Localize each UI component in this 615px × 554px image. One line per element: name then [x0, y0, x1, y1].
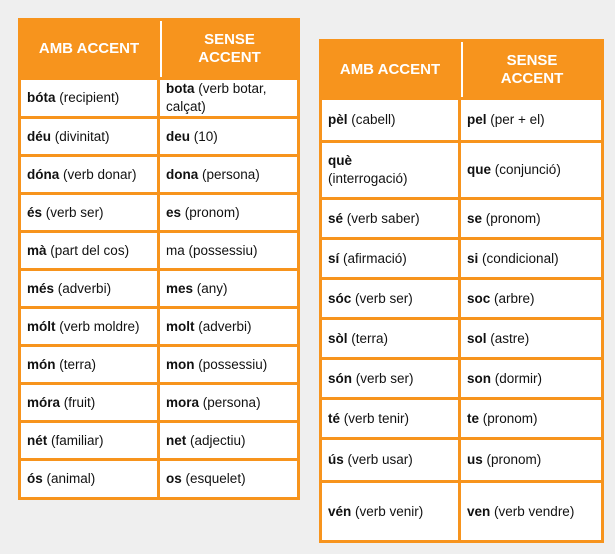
table-row [21, 80, 297, 116]
table-row [21, 385, 297, 420]
cell-with-accent: sí (afirmació) [322, 240, 458, 277]
cell-without-accent: ven (verb vendre) [461, 483, 601, 540]
cell-without-accent: us (pronom) [461, 440, 601, 480]
accent-table-left [18, 18, 300, 500]
table-row [21, 233, 297, 268]
cell-with-accent: sóc (verb ser) [322, 280, 458, 317]
cell-with-accent: ús (verb usar) [322, 440, 458, 480]
cell-with-accent: més (adverbi) [21, 271, 157, 306]
cell-with-accent: sé (verb saber) [322, 200, 458, 237]
cell-without-accent: mora (persona) [160, 385, 297, 420]
header-amb-accent: AMB ACCENT [322, 42, 458, 97]
cell-without-accent: mon (possessiu) [160, 347, 297, 382]
table-row [322, 240, 601, 277]
cell-without-accent: net (adjectiu) [160, 423, 297, 458]
cell-without-accent: se (pronom) [461, 200, 601, 237]
cell-without-accent: os (esquelet) [160, 461, 297, 497]
cell-without-accent: es (pronom) [160, 195, 297, 230]
cell-without-accent: te (pronom) [461, 400, 601, 437]
cell-with-accent: dóna (verb donar) [21, 157, 157, 192]
accent-table-right [319, 39, 604, 543]
cell-without-accent: dona (persona) [160, 157, 297, 192]
cell-without-accent: soc (arbre) [461, 280, 601, 317]
table-row [21, 461, 297, 497]
cell-with-accent: ós (animal) [21, 461, 157, 497]
cell-without-accent: ma (possessiu) [160, 233, 297, 268]
cell-with-accent: móra (fruit) [21, 385, 157, 420]
cell-without-accent: son (dormir) [461, 360, 601, 397]
cell-with-accent: són (verb ser) [322, 360, 458, 397]
cell-with-accent: món (terra) [21, 347, 157, 382]
cell-without-accent: pel (per + el) [461, 100, 601, 140]
table-row [322, 400, 601, 437]
table-row [322, 440, 601, 480]
table-row [322, 483, 601, 540]
table-row [21, 271, 297, 306]
cell-without-accent: que (conjunció) [461, 143, 601, 197]
table-row [21, 347, 297, 382]
table-row [322, 280, 601, 317]
table-row [322, 360, 601, 397]
table-row [322, 320, 601, 357]
table-row [322, 100, 601, 140]
cell-with-accent: és (verb ser) [21, 195, 157, 230]
header-sense-accent: SENSE ACCENT [461, 42, 601, 97]
cell-without-accent: bota (verb botar, calçat) [160, 80, 297, 116]
cell-without-accent: sol (astre) [461, 320, 601, 357]
cell-with-accent: què (interrogació) [322, 143, 458, 197]
cell-with-accent: sòl (terra) [322, 320, 458, 357]
cell-with-accent: mólt (verb moldre) [21, 309, 157, 344]
cell-without-accent: molt (adverbi) [160, 309, 297, 344]
header-sense-accent: SENSE ACCENT [160, 21, 297, 77]
table-row [21, 309, 297, 344]
table-row [21, 157, 297, 192]
table-row [21, 423, 297, 458]
table-row [21, 119, 297, 154]
table-row [21, 195, 297, 230]
cell-without-accent: deu (10) [160, 119, 297, 154]
cell-with-accent: vén (verb venir) [322, 483, 458, 540]
cell-without-accent: si (condicional) [461, 240, 601, 277]
header-amb-accent: AMB ACCENT [21, 21, 157, 77]
cell-with-accent: mà (part del cos) [21, 233, 157, 268]
table-row [322, 143, 601, 197]
table-header-row [322, 42, 601, 97]
cell-with-accent: pèl (cabell) [322, 100, 458, 140]
cell-with-accent: nét (familiar) [21, 423, 157, 458]
cell-with-accent: bóta (recipient) [21, 80, 157, 116]
table-header-row [21, 21, 297, 77]
cell-with-accent: té (verb tenir) [322, 400, 458, 437]
cell-without-accent: mes (any) [160, 271, 297, 306]
table-row [322, 200, 601, 237]
cell-with-accent: déu (divinitat) [21, 119, 157, 154]
